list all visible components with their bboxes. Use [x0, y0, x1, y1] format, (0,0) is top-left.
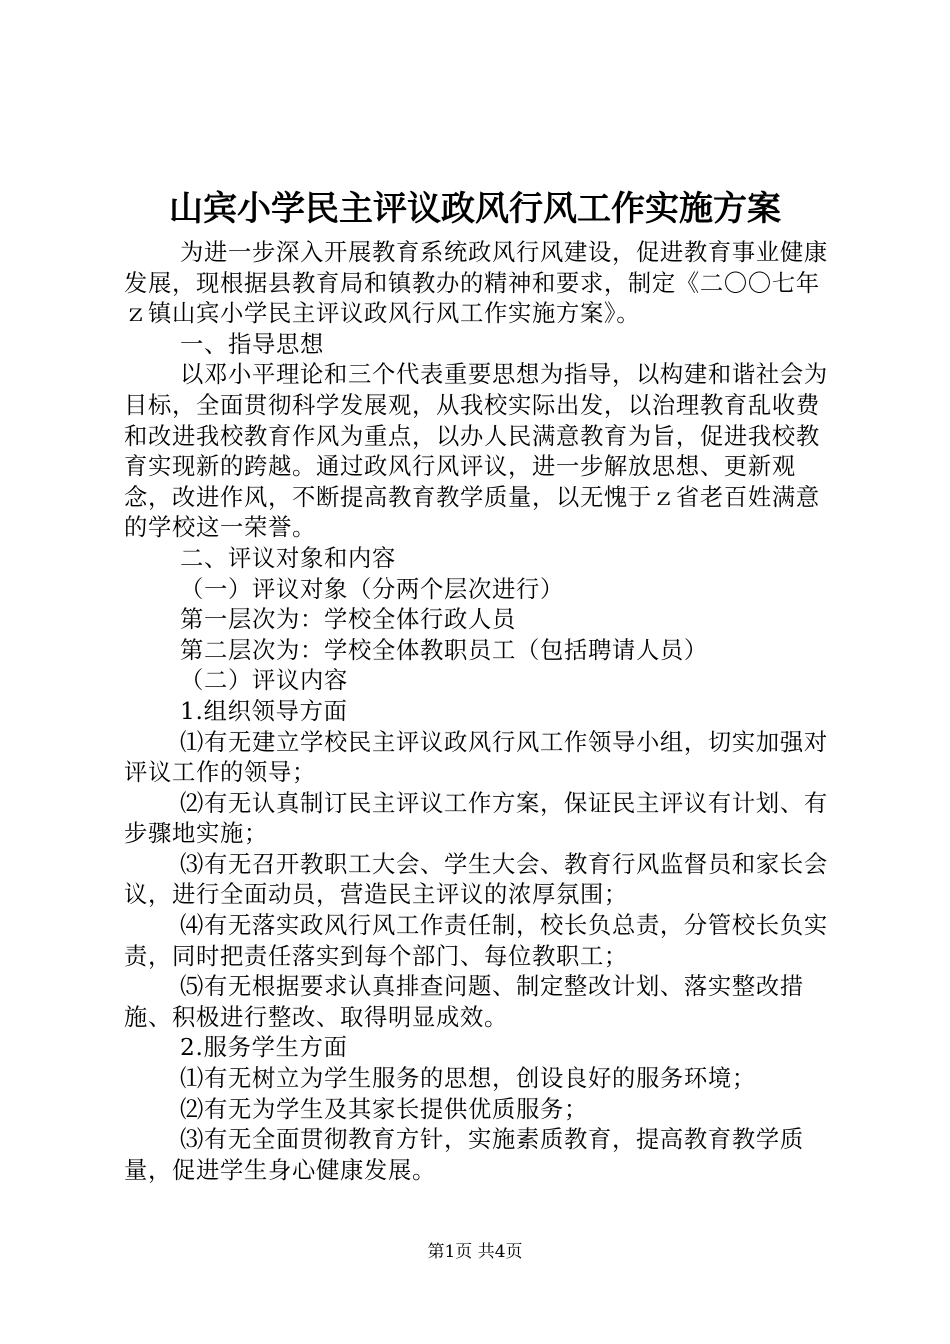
list-item: ⑶有无全面贯彻教育方针，实施素质教育，提高教育教学质量，促进学生身心健康发展。 — [124, 1126, 804, 1184]
subheading-evaluation-content: （二）评议内容 — [180, 667, 348, 695]
list-item: ⑴有无树立为学生服务的思想，创设良好的服务环境； — [180, 1065, 756, 1093]
list-item: ⑶有无召开教职工大会、学生大会、教育行风监督员和家长会议，进行全面动员，营造民主评议的浓厚氛围； — [124, 850, 828, 909]
document-title: 山宾小学民主评议政风行风工作实施方案 — [169, 189, 781, 229]
list-item: ⑴有无建立学校民主评议政风行风工作领导小组，切实加强对评议工作的领导； — [124, 728, 828, 787]
document-body — [124, 238, 834, 1186]
list-item: ⑷有无落实政风行风工作责任制，校长负总责，分管校长负实责，同时把责任落实到每个部门、每位教职工； — [124, 912, 828, 970]
subheading-evaluation-objects: （一）评议对象（分两个层次进行） — [180, 575, 564, 603]
list-item: ⑵有无认真制订民主评议工作方案，保证民主评议有计划、有步骤地实施； — [124, 789, 828, 848]
heading-evaluation-objects-content: 二、评议对象和内容 — [180, 544, 396, 572]
heading-organization-leadership: 1.组织领导方面 — [180, 697, 348, 725]
paragraph-intro: 为进一步深入开展教育系统政风行风建设，促进教育事业健康发展，现根据县教育局和镇教办的精神和要求，制定《二〇〇七年ｚ镇山宾小学民主评议政风行风工作实施方案》。 — [124, 239, 828, 328]
heading-serving-students: 2.服务学生方面 — [180, 1034, 348, 1062]
heading-guiding-thought: 一、指导思想 — [180, 330, 324, 358]
list-item: ⑸有无根据要求认真排查问题、制定整改计划、落实整改措施、积极进行整改、取得明显成效。 — [124, 973, 804, 1031]
paragraph-level-two: 第二层次为：学校全体教职员工（包括聘请人员） — [180, 636, 708, 664]
paragraph-level-one: 第一层次为：学校全体行政人员 — [180, 606, 516, 634]
list-item: ⑵有无为学生及其家长提供优质服务； — [180, 1095, 588, 1123]
page-number: 第1页 共4页 — [427, 1242, 523, 1262]
paragraph-guiding-thought: 以邓小平理论和三个代表重要思想为指导，以构建和谐社会为目标，全面贯彻科学发展观，从我校实际出发，以治理教育乱收费和改进我校教育作风为重点，以办人民满意教育为旨，促进我校教育实现新的跨越。通过政风行风评议，进一步解放思想、更新观念，改进作风，不断提高教育教学质量，以无愧于ｚ省老百姓满意的学校这一荣誉。 — [124, 361, 828, 542]
